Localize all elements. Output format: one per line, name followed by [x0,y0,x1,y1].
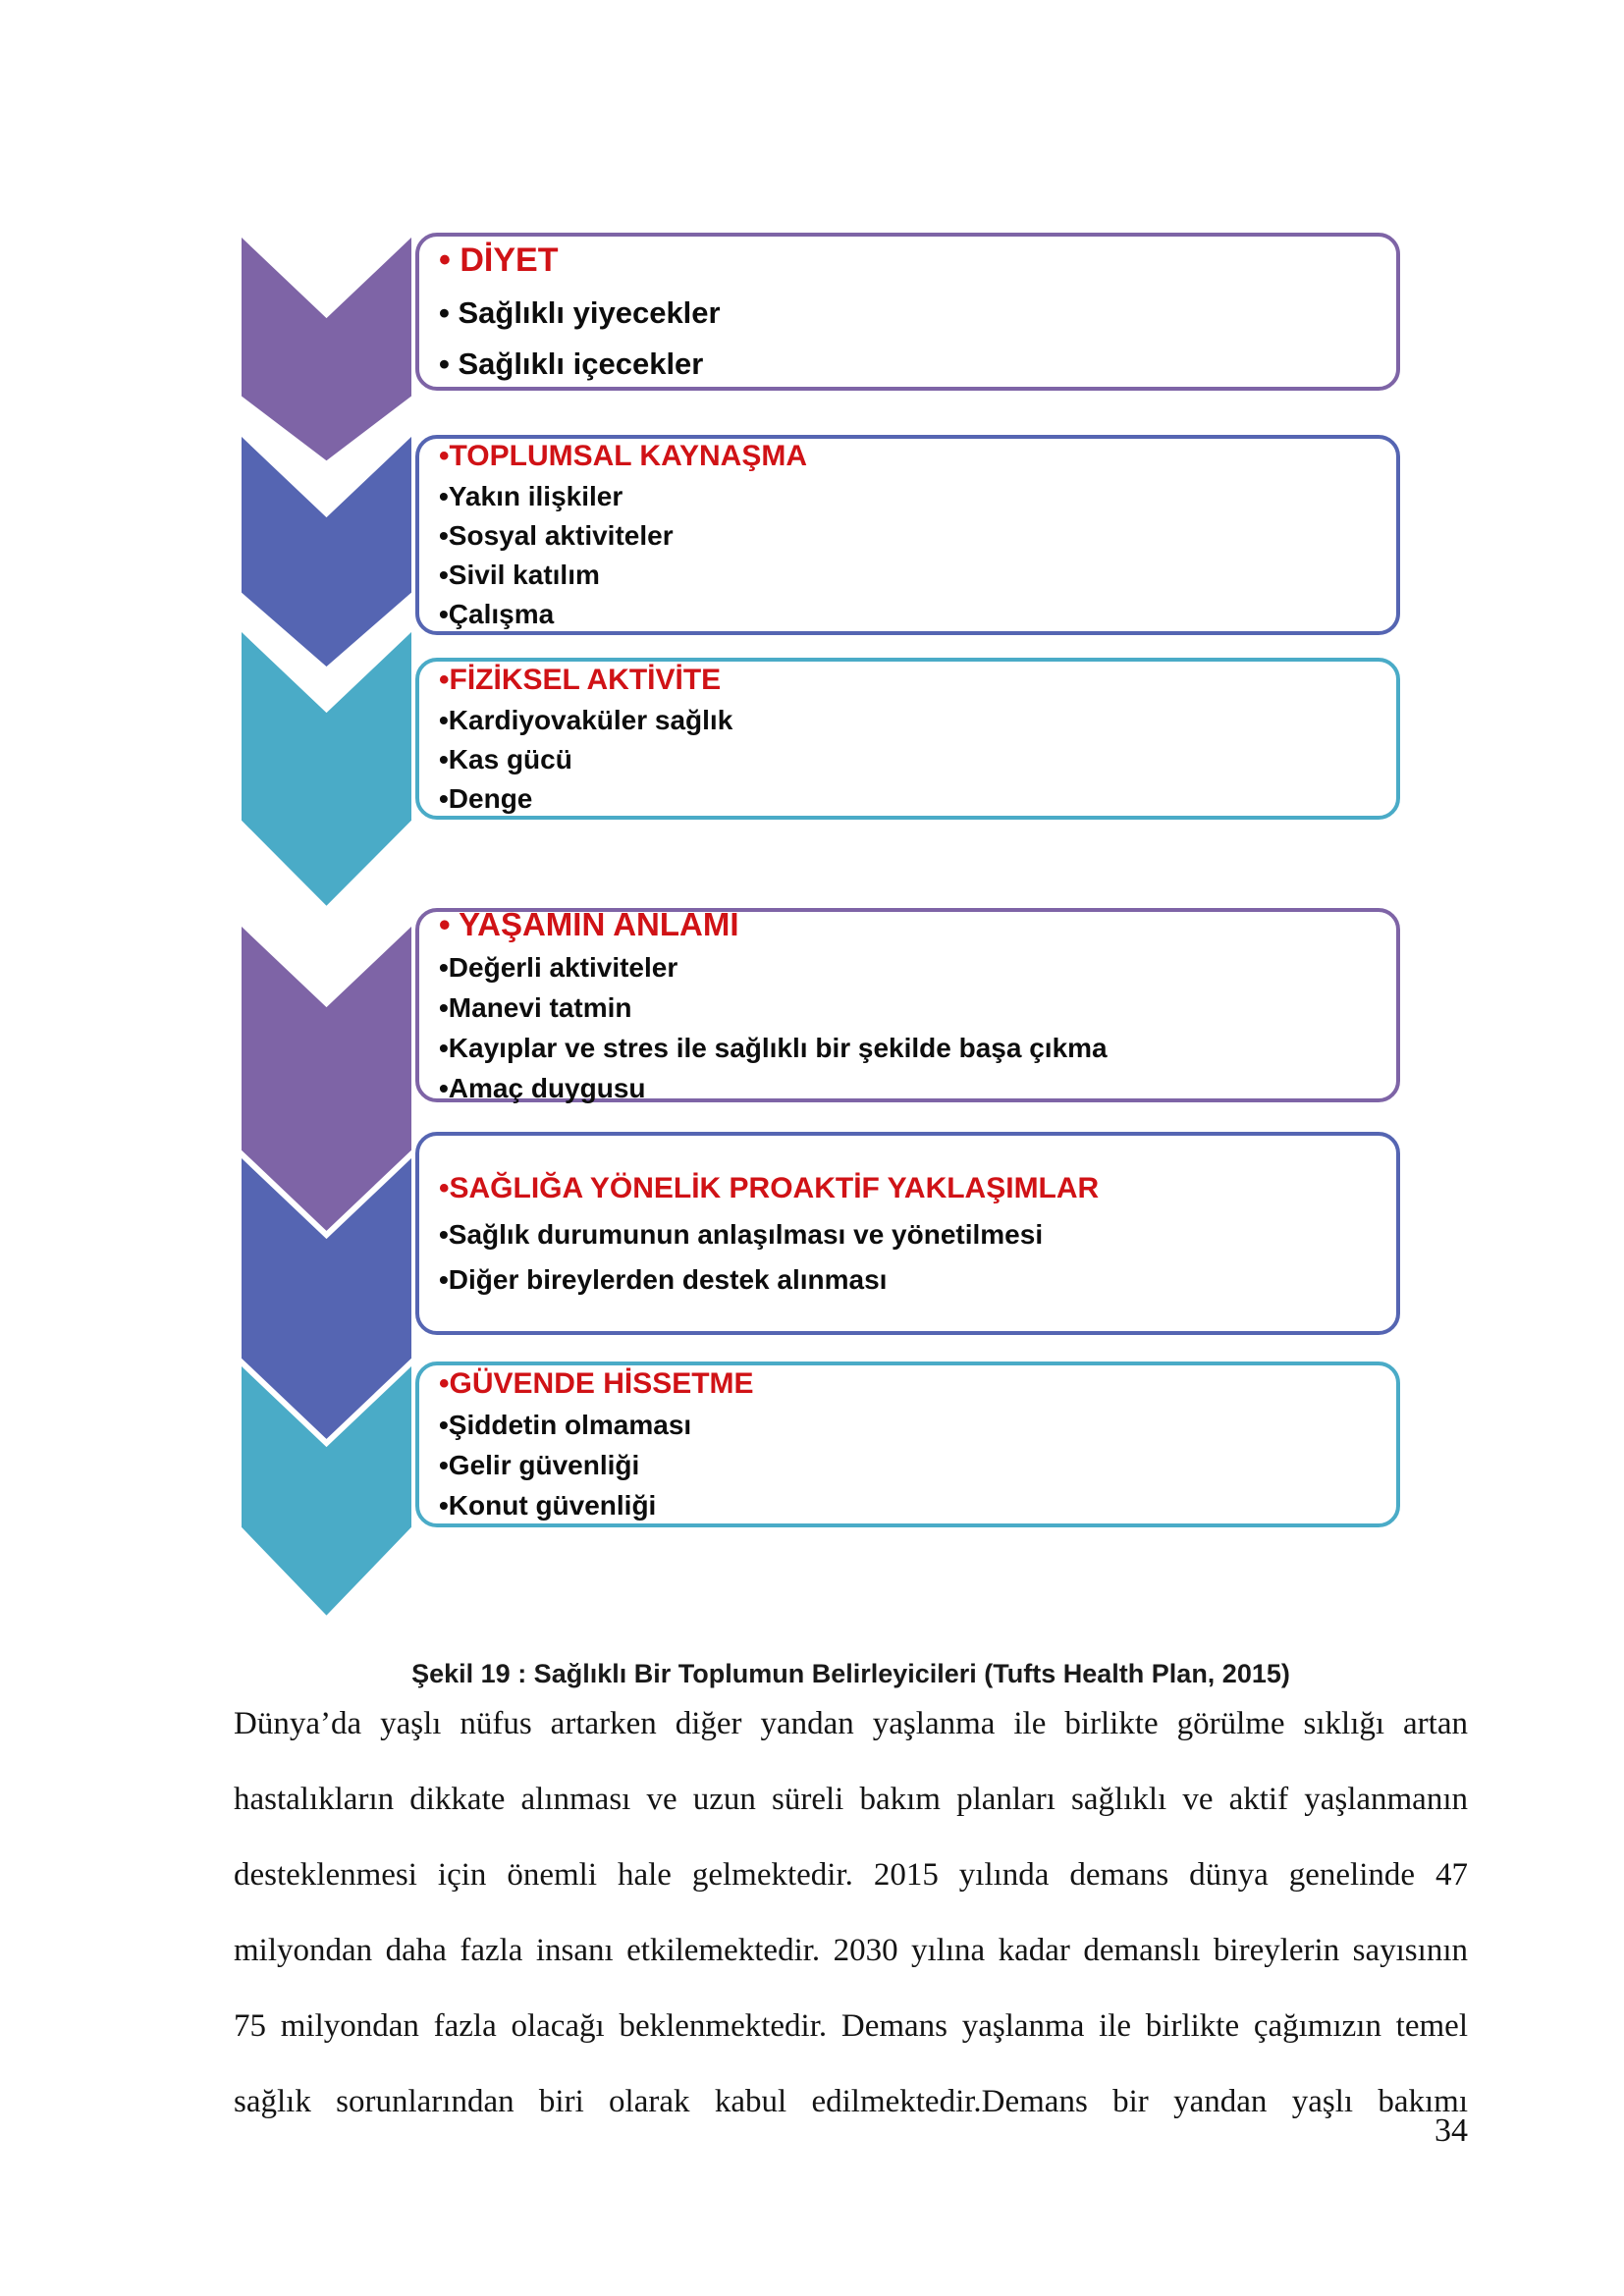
box-item: • Sağlıklı yiyecekler [439,295,721,330]
box-item: •Yakın ilişkiler [439,481,623,511]
box-item: •Manevi tatmin [439,992,632,1023]
body-paragraph [234,1686,1468,2140]
box-item: •Sivil katılım [439,560,600,590]
diagram-box-feeling-safe [415,1362,1400,1527]
diagram-box-physical-activity [415,658,1400,820]
figure-caption: Şekil 19 : Sağlıklı Bir Toplumun Belirleyicileri (Tufts Health Plan, 2015) [411,1659,1290,1688]
box-item: •Şiddetin olmaması [439,1410,692,1440]
diagram-box-social-cohesion [415,435,1400,635]
paragraph-line: sağlık sorunlarından biri olarak kabul edilmektedir.Demans bir yandan yaşlı bakımı [234,2084,1468,2119]
box-title: •TOPLUMSAL KAYNAŞMA [439,440,807,472]
paragraph-line: 75 milyondan fazla olacağı beklenmektedir. Demans yaşlanma ile birlikte çağımızın temel [234,2008,1468,2044]
diagram-box-meaning-of-life [415,908,1400,1102]
diagram-box-diet [415,233,1400,391]
box-item: •Denge [439,782,533,814]
chevron-down-icon [239,231,414,464]
box-item: •Kas gücü [439,743,572,774]
diagram-box-proactive-health [415,1132,1400,1335]
paragraph-line: hastalıkların dikkate alınması ve uzun süreli bakım planları sağlıklı ve aktif yaşlanmanın [234,1782,1468,1817]
box-item: •Diğer bireylerden destek alınması [439,1263,888,1295]
box-title: • YAŞAMIN ANLAMI [439,906,739,942]
box-title: • DİYET [439,241,559,279]
page-number: 34 [1435,2112,1468,2149]
box-item: • Sağlıklı içecekler [439,347,704,381]
box-item: •Değerli aktiviteler [439,952,678,983]
box-item: •Kardiyovaküler sağlık [439,704,733,735]
box-item: •Amaç duygusu [439,1073,646,1103]
box-item: •Sosyal aktiviteler [439,520,674,551]
box-item: •Sağlık durumunun anlaşılması ve yönetilmesi [439,1218,1044,1250]
box-item: •Kayıplar ve stres ile sağlıklı bir şekilde başa çıkma [439,1033,1108,1063]
box-title: •GÜVENDE HİSSETME [439,1367,754,1400]
box-item: •Konut güvenliği [439,1490,657,1521]
box-item: •Gelir güvenliği [439,1450,640,1480]
paragraph-line: milyondan daha fazla insanı etkilemektedir. 2030 yılına kadar demanslı bireylerin sayısının [234,1933,1468,1968]
box-title: •FİZİKSEL AKTİVİTE [439,663,722,696]
box-item: •Çalışma [439,599,555,629]
paragraph-line: desteklenmesi için önemli hale gelmektedir. 2015 yılında demans dünya genelinde 47 [234,1857,1468,1893]
paragraph-line: Dünya’da yaşlı nüfus artarken diğer yandan yaşlanma ile birlikte görülme sıklığı artan [234,1706,1468,1741]
box-title: •SAĞLIĞA YÖNELİK PROAKTİF YAKLAŞIMLAR [439,1171,1100,1204]
